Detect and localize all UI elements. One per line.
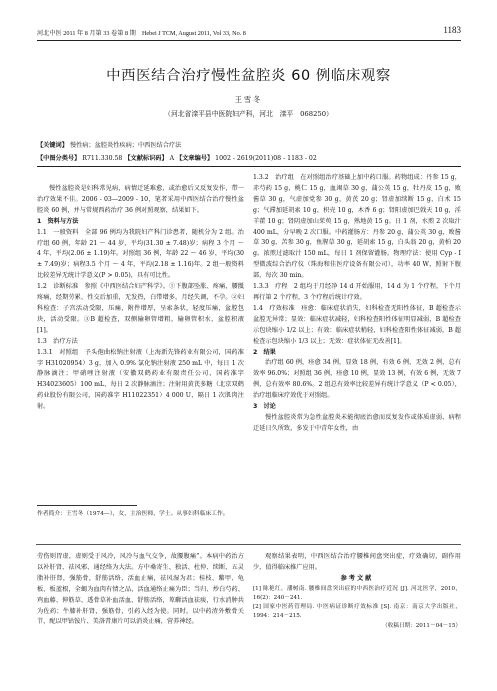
reference-item: [2] 国家中医药管理局. 中医病证诊断疗效标准 [S]. 南京：南京大学出版社，1994：214－215. [253, 603, 461, 619]
discussion-paragraph: 慢性盆腔炎常为急性盆腔炎未能彻底治愈而反复发作或体质虚弱，病程迁延日久所致，多发于中青年女性，由 [253, 413, 461, 432]
header-rule [37, 40, 461, 41]
class-label: 【中图分类号】 [37, 155, 81, 162]
results-paragraph: 治疗组 60 例，痊愈 34 例，显效 18 例，有效 6 例，无效 2 例，总有效率 96.0%；对照组 36 例，痊愈 10 例，显效 13 例，有效 6 例，无效 7 例，总有效率 80.6%。2 组总有效率比较差异有统计学意义（P < 0.05），治疗组临床疗效优于对照组。 [253, 359, 461, 400]
doc-label: 【文献标识码】 [124, 155, 168, 162]
control-group-paragraph: 1.3.1 对照组 予头孢曲松钠注射液（上海新先锋药业有限公司，国药准字 H31020954）3 g，加入 0.9% 氯化钠注射液 250 mL 中，每日 1 次静脉滴注；甲硝唑注射液（安徽双鹤药业有限责任公司，国药准字 H34023605）100 mL，每日 2 次静脉滴注；注射用黄芪多糖（北京双鹤药业股份有限公司，国药准字 H11022351）4 000 U，隔日 1 次肌肉注射。 [37, 348, 244, 411]
bottom-left-column [37, 552, 244, 628]
journal-info: 河北中医 2011 年 8 月第 33 卷第 8 期 Hebei J TCM, August 2011, Vol 33, No. 8 [37, 30, 246, 37]
references-heading: 参考文献 [340, 574, 374, 582]
received-date: （收稿日期：2011－04－15） [382, 622, 461, 629]
page-number: 1183 [443, 25, 461, 35]
article-divider [36, 544, 461, 545]
article-value: 1002 - 2619(2011)08 - 1183 - 02 [215, 155, 317, 162]
article-label: 【文章编号】 [176, 155, 214, 162]
discussion-heading: 3 讨论 [253, 403, 276, 411]
diagnosis-paragraph: 1.2 诊断标准 参照《中西医结合妇产科学》。①下腹部坠胀、疼痛，腰骶疼痛，经期劳累、性交后加重，无发热，白带增多，月经失调，不孕。②妇科检查：子宫活动受限，压痛，附件增厚，呈索条状，轻度压痛，盆腔包块，活动受限。③B 超检查，双侧输卵管增粗，输卵管积水，盆腔积液[1]。 [37, 283, 244, 334]
intro-paragraph: 慢性盆腔炎是妇科常见病，病情迁延难愈，或治愈后又反复发作，带一治疗效果不佳。2006 - 03—2009 - 10，笔者采用中西医结合治疗慢性盆腔炎 60 例，并与常规西药治疗 36 例对照观察，结果如下。 [37, 185, 244, 214]
author-footnote: 作者简介：王雪冬（1974—），女，主治医师，学士。从事妇科临床工作。 [37, 511, 229, 517]
affiliation: （河北省滦平县中医院妇产科，河北 滦平 068250） [164, 110, 333, 118]
prior-article-text: 劳伤则胃虚，虚则受于风冷，风冷与血气交争，故腰腹痛”。本病中药治方以补肝肾、祛风邪、通经络为大法。方中桑寄生、独活、杜仲、续断、五灵脂补肝肾，强筋骨，舒筋活络，活血止痛，祛风湿为君；桂枝、鳖甲、龟板、板蓝根，全蝎为血肉有情之品，活血通络止痛为臣；当归、炒白芍药、鸡血藤、伸筋草、透骨草补血活血、舒筋活络，萆薢活血祛痰，行水消肿共为佐药；牛膝补肝肾，强筋骨，引药入经为使。同时，以中药渣外敷骨关节，配以甲钴铵片、美洛昔康片可以消炎止痛，营养神经。 [37, 553, 244, 626]
prior-article-conclusion: 观察结果表明，中西医结合治疗腰椎间盘突出症，疗效确切，副作用少，值得临床推广应用。 [253, 553, 461, 571]
footnote-rule [37, 505, 137, 506]
course-paragraph: 1.3.3 疗程 2 组均于月经净 14 d 开始服用，14 d 为 1 个疗程，下个月再行第 2 个疗程，3 个疗程后统计疗效。 [253, 283, 461, 301]
class-value: R711.330.58 [82, 155, 123, 162]
doc-value: A [169, 155, 175, 162]
classification-line [37, 153, 317, 162]
author-name: 王雪冬 [234, 95, 263, 104]
results-heading: 2 结果 [253, 348, 276, 356]
left-column [37, 184, 244, 413]
section-heading-1: 1 资料与方法 [37, 217, 79, 225]
reference-item: [1] 陈艳红，潘树南. 腰椎间盘突出症的中西医治疗近况 [J]. 河北医学，2010，16(2)：240－241. [253, 585, 461, 601]
keywords-text: 慢性病；盆腔炎性疾病；中西医结合疗法 [69, 142, 182, 149]
treatment-heading: 1.3 治疗方法 [37, 337, 78, 345]
meta-rule [37, 166, 461, 167]
running-header [37, 26, 461, 38]
keywords-label: 【关键词】 [37, 142, 68, 149]
right-column [253, 173, 461, 435]
article-title: 中西医结合治疗慢性盆腔炎 60 例临床观察 [106, 68, 391, 84]
keywords-line [37, 140, 181, 149]
efficacy-criteria-paragraph: 1.4 疗效标准 痊愈：临床症状消失，妇科检查无阳性体征，B 超检查示盆腔无异常；显效：临床症状减轻，妇科检查阳性体征明显减弱，B 超检查示包块缩小 1/2 以上；有效：临床症状稍轻，妇科检查阳性体征减弱，B 超检查示包块缩小 1/3 以上；无效：症状体征无改善[1]。 [253, 304, 461, 345]
treatment-group-paragraph: 1.3.2 治疗组 在对照组治疗基础上加中药口服。药物组成：丹参 15 g，赤芍药 15 g，桃仁 15 g，血竭草 30 g，蒲公英 15 g，牡丹皮 15 g，败酱草 30 g，气虚加党参 30 g，黄芪 20 g；肾虚加续断 15 g，白术 15 g；气滞加延胡索 10 g，枳壳 10 g，木香 6 g；肾阳虚加巴戟天 10 g，淫羊藿 10 g；肾阴虚加山茱萸 15 g，熟地黄 15 g。日 1 剂，水煎 2 次取汁 400 mL，分早晚 2 次口服。中药灌肠方：丹参 20 g，蒲公英 30 g，败酱草 30 g，苦参 30 g，鱼腥草 30 g，延胡索 15 g，白头翁 20 g，黄柏 20 g。浓煎过滤取汁 150 mL，每日 1 剂保留灌肠。物理疗法：使用 Cyp - Ⅰ 型微波综合治疗仪（珠海和佳医疗设备有限公司），功率 40 W，照射下腹部，每次 30 min。 [253, 174, 461, 280]
general-data-paragraph: 1.1 一般资料 全部 96 例均为我院妇产科门诊患者，随机分为 2 组。治疗组 60 例，年龄 21 ～ 44 岁，平均(31.30 ± 7.48)岁；病程 3 个月 ～ 4 年，平均(2.06 ± 1.19)年。对照组 36 例，年龄 22 ～ 46 岁，平均(30 ± 7.49)岁；病程3.5 个月 ～ 4 年，平均(2.18 ± 1.16)年。2 组一般资料比较差异无统计学意义(P > 0.05)，具有可比性。 [37, 228, 244, 280]
bottom-right-column [253, 552, 461, 632]
